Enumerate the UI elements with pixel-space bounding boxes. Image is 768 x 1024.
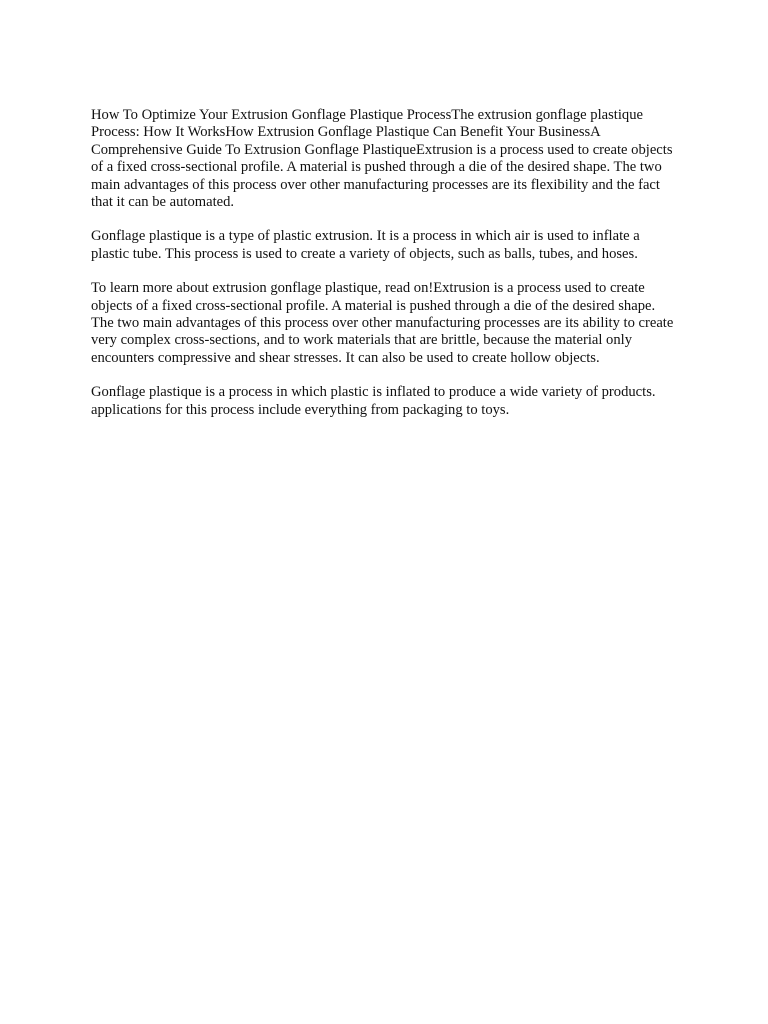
paragraph-3: To learn more about extrusion gonflage plastique, read on!Extrusion is a process used to create objects of a fixed cross-sectional profile. A material is pushed through a die of the desired shape. The two main advantages of this process over other manufacturing processes are its ability to create very complex cross-sections, and to work materials that are brittle, because the material only encounters compressive and shear stresses. It can also be used to create hollow objects.: [91, 280, 674, 366]
paragraph-1: How To Optimize Your Extrusion Gonflage Plastique ProcessThe extrusion gonflage plastique Process: How It WorksHow Extrusion Gonflage Plastique Can Benefit Your BusinessA Comprehensive Guide To Extrusion Gonflage PlastiqueExtrusion is a process used to create objects of a fixed cross-sectional profile. A material is pushed through a die of the desired shape. The two main advantages of this process over other manufacturing processes are its flexibility and the fact that it can be automated.: [91, 107, 673, 211]
paragraph-2: Gonflage plastique is a type of plastic extrusion. It is a process in which air is used to inflate a plastic tube. This process is used to create a variety of objects, such as balls, tubes, and hoses.: [91, 228, 640, 262]
document-body: [91, 107, 681, 436]
paragraph-4: Gonflage plastique is a process in which plastic is inflated to produce a wide variety of products. applications for this process include everything from packaging to toys.: [91, 384, 656, 418]
